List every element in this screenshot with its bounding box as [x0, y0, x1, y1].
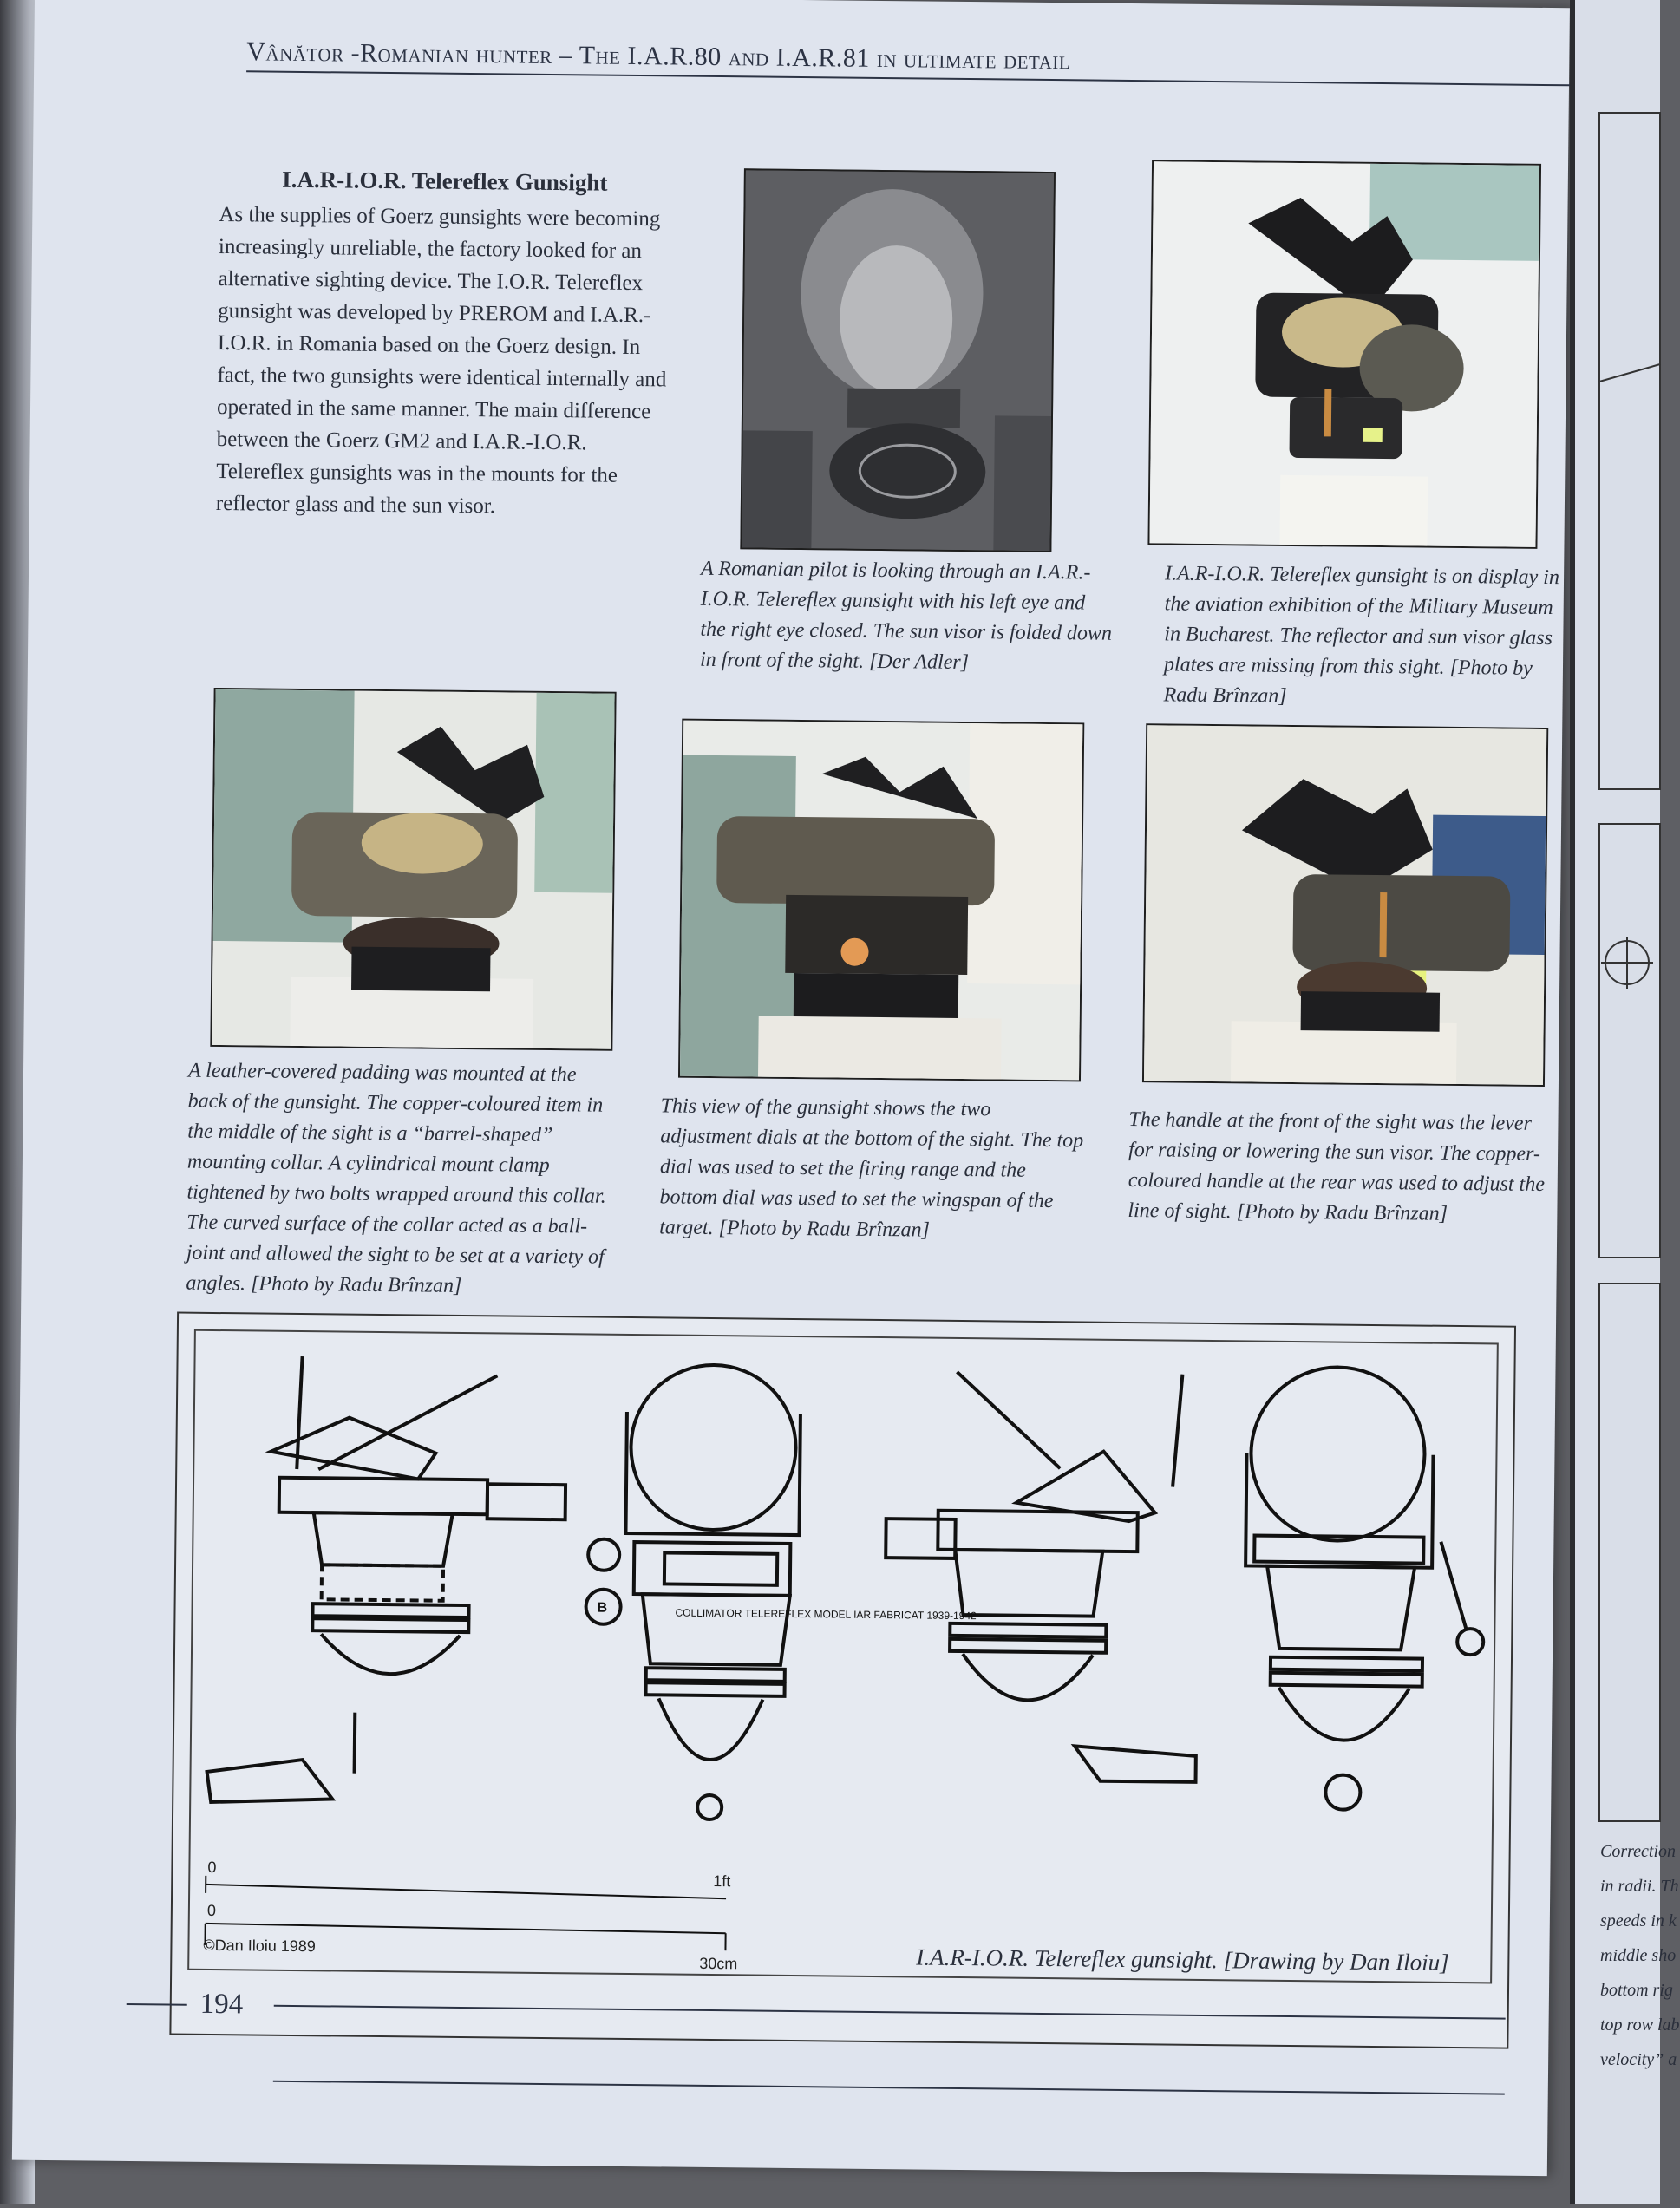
- facing-text-4: middle sho: [1600, 1943, 1676, 1969]
- facing-text-2: in radii. Th: [1600, 1873, 1679, 1899]
- book-page: [12, 0, 1570, 2176]
- section-title: I.A.R-I.O.R. Telereflex Gunsight: [219, 163, 670, 199]
- drawing-caption: I.A.R-I.O.R. Telereflex gunsight. [Drawing by Dan Iloiu]: [916, 1944, 1449, 1976]
- rear-view-left: [584, 1364, 801, 1821]
- photo-pilot: [740, 168, 1056, 552]
- page-number-rule-left: [127, 2003, 187, 2006]
- scale-cm-end: 30cm: [699, 1955, 737, 1973]
- facing-text-7: velocity” a: [1600, 2047, 1677, 2073]
- museum-sight-illustration: [1149, 161, 1539, 547]
- intro-paragraph: As the supplies of Goerz gunsights were becoming increasingly unreliable, the factory looked for an alternative sighting device. The I.O.R. Telereflex gunsight was developed by PREROM and I.A.R.-I.O.R. in Romania based on the Goerz design. In fact, the two gunsights were identical internally and operated in the same manner. The main difference between the Goerz GM2 and I.A.R.-I.O.R. Telereflex gunsights was in the mounts for the reflector glass and the sun visor.: [216, 199, 670, 524]
- adjustment-dials-illustration: [680, 721, 1082, 1081]
- photo-caption-dials: This view of the gunsight shows the two adjustment dials at the bottom of the sight. The top dial was used to set the firing range and the bottom dial was used to set the wingspan of the target. [Photo by Radu Brînzan]: [659, 1091, 1086, 1247]
- photo-leather-padding: [210, 688, 616, 1051]
- side-view-right: [884, 1371, 1200, 1782]
- bottom-rule: [273, 2081, 1505, 2095]
- drawing-copyright: ©Dan Iloiu 1989: [203, 1937, 316, 1956]
- photo-caption-handle: The handle at the front of the sight was the lever for raising or lowering the sun visor. The copper-coloured handle at the rear was used to adjust the line of sight. [Photo by Radu Brînzan]: [1128, 1105, 1553, 1231]
- photo-caption-pilot: A Romanian pilot is looking through an I.A.R.-I.O.R. Telereflex gunsight with his left eye and the right eye closed. The sun visor is folded down in front of the sight. [Der Adler]: [700, 554, 1113, 680]
- photo-caption-museum: I.A.R-I.O.R. Telereflex gunsight is on display in the aviation exhibition of the Military Museum in Bucharest. The reflector and sun visor glass plates are missing from this sight. [Photo by Radu Brînzan]: [1163, 559, 1564, 715]
- photo-museum-sight: [1147, 160, 1541, 549]
- running-header: Vânător -Romanian hunter – The I.A.R.80 and I.A.R.81 in ultimate detail: [246, 37, 1547, 81]
- photo-sun-visor-handle: [1142, 723, 1548, 1087]
- sun-visor-handle-illustration: [1144, 725, 1546, 1085]
- side-view-left: [206, 1356, 566, 1806]
- collimator-plate-text: COLLIMATOR TELEREFLEX MODEL IAR FABRICAT 1939-1942: [675, 1607, 977, 1623]
- page-number: 194: [200, 1989, 244, 2022]
- photo-caption-padding: A leather-covered padding was mounted at the back of the gunsight. The copper-coloured item in the middle of the sight is a “barrel-shaped” mounting collar. A cylindrical mount clamp tightened by two bolts wrapped around this collar. The curved surface of the collar acted as a ball-joint and allowed the sight to be set at a variety of angles. [Photo by Radu Brînzan]: [186, 1056, 618, 1303]
- photo-adjustment-dials: [678, 719, 1084, 1082]
- facing-text-3: speeds in k: [1600, 1908, 1677, 1934]
- leather-padding-illustration: [212, 689, 614, 1049]
- facing-text-5: bottom rig: [1600, 1977, 1673, 2003]
- gunsight-line-drawings: [188, 1329, 1495, 1950]
- rear-view-right: [1243, 1366, 1486, 1811]
- scale-ft-end: 1ft: [713, 1872, 730, 1891]
- pilot-photo-illustration: [742, 170, 1054, 551]
- scale-ft-zero: 0: [207, 1859, 216, 1877]
- scale-cm-zero: 0: [207, 1902, 216, 1920]
- facing-text-1: Correction: [1600, 1839, 1676, 1865]
- intro-section: [216, 163, 670, 524]
- badge-b-label: B: [597, 1601, 607, 1616]
- facing-text-6: top row lab: [1600, 2012, 1680, 2038]
